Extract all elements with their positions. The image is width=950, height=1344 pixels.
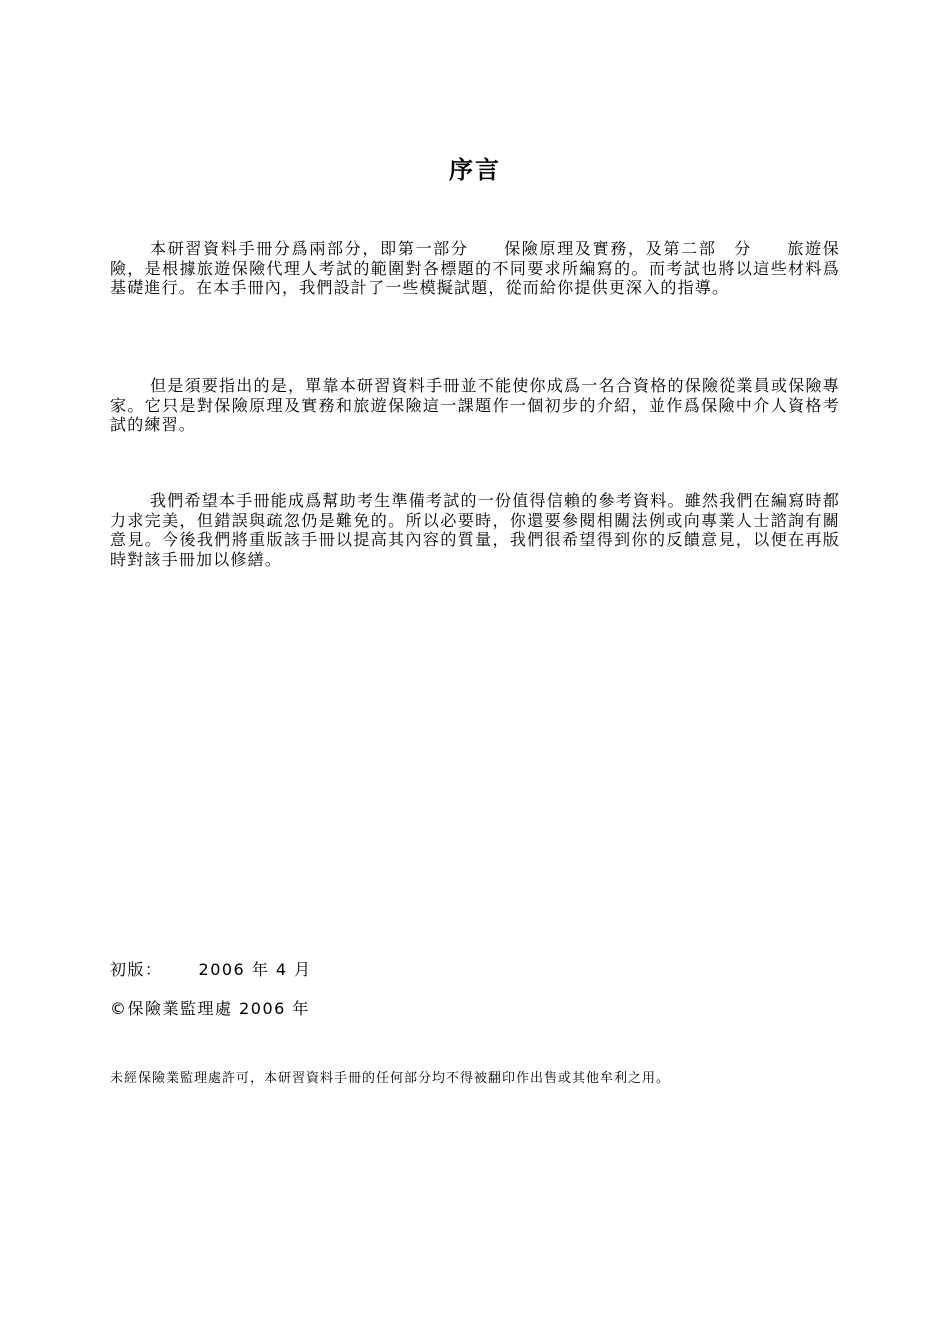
edition-label: 初版：	[110, 960, 163, 979]
page-title: 序言	[449, 156, 501, 184]
copyright-line: ©保險業監理處 2006 年	[110, 999, 310, 1018]
reproduction-notice: 未經保險業監理處許可，本研習資料手冊的任何部分均不得被翻印作出售或其他牟利之用。	[110, 1071, 671, 1086]
preface-paragraph-2: 但是須要指出的是，單靠本研習資料手冊並不能使你成爲一名合資格的保險從業員或保險專家。它只是對保險原理及實務和旅遊保險這一課題作一個初步的介紹，並作爲保險中介人資格考試的練習。	[110, 376, 840, 434]
edition-line	[110, 957, 312, 980]
preface-paragraph-3: 我們希望本手冊能成爲幫助考生準備考試的一份值得信賴的參考資料。雖然我們在編寫時都力求完美，但錯誤與疏忽仍是難免的。所以必要時，你還要參閱相關法例或向專業人士諮詢有關意見。今後我們將重版該手冊以提高其內容的質量，我們很希望得到你的反饋意見，以便在再版時對該手冊加以修繕。	[110, 491, 840, 569]
preface-paragraph-1: 本研習資料手冊分爲兩部分，即第一部分 保險原理及實務，及第二部 分 旅遊保險，是根據旅遊保險代理人考試的範圍對各標題的不同要求所編寫的。而考試也將以這些材料爲基礎進行。在本手冊內，我們設計了一些模擬試題，從而給你提供更深入的指導。	[110, 239, 840, 297]
edition-date: 2006 年 4 月	[198, 960, 312, 979]
